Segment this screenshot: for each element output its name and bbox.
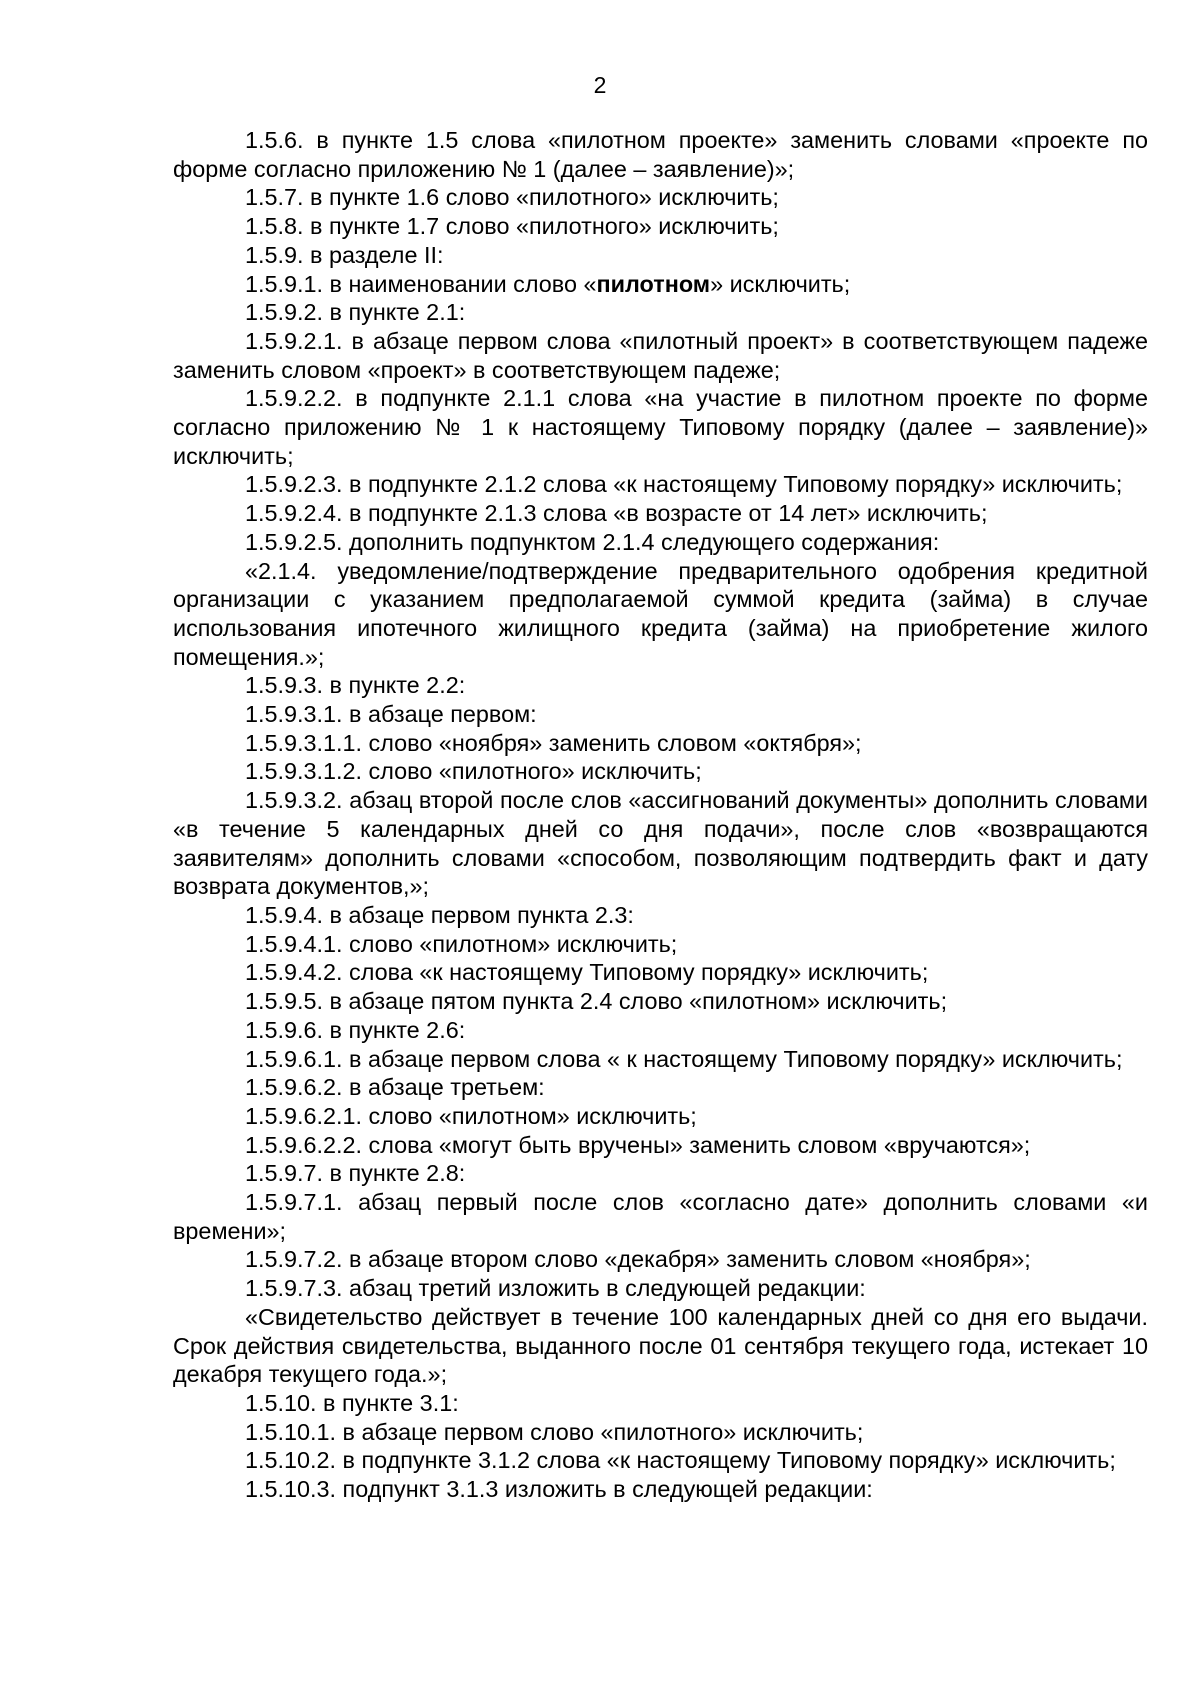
- paragraph-1-5-7: 1.5.7. в пункте 1.6 слово «пилотного» исключить;: [245, 184, 779, 211]
- paragraph-1-5-9-6-2-2: 1.5.9.6.2.2. слова «могут быть вручены» заменить словом «вручаются»;: [245, 1131, 1031, 1158]
- paragraph-1-5-9-1: [173, 270, 1148, 299]
- paragraph-1-5-9-3: 1.5.9.3. в пункте 2.2:: [245, 672, 466, 699]
- paragraph-1-5-9-2-2: 1.5.9.2.2. в подпункте 2.1.1 слова «на участие в пилотном проекте по форме согласно приложению № 1 к настоящему Типовому порядку (далее – заявление)» исключить;: [173, 385, 1148, 469]
- paragraph-1-5-9-4-2: 1.5.9.4.2. слова «к настоящему Типовому порядку» исключить;: [245, 959, 929, 986]
- paragraph-1-5-9-3-1: 1.5.9.3.1. в абзаце первом:: [245, 701, 537, 728]
- paragraph-1-5-10-1: 1.5.10.1. в абзаце первом слово «пилотного» исключить;: [245, 1418, 864, 1445]
- paragraph-1-5-8: 1.5.8. в пункте 1.7 слово «пилотного» исключить;: [245, 213, 779, 240]
- paragraph-1-5-9-6-1: 1.5.9.6.1. в абзаце первом слова « к настоящему Типовому порядку» исключить;: [245, 1045, 1123, 1072]
- paragraph-1-5-9-3-2: 1.5.9.3.2. абзац второй после слов «ассигнований документы» дополнить словами «в течение 5 календарных дней со дня подачи», после слов «возвращаются заявителям» дополнить словами «способом, позволяющим подтвердить факт и дату возврата документов,»;: [173, 787, 1148, 900]
- paragraph-1-5-9-7-1: 1.5.9.7.1. абзац первый после слов «согласно дате» дополнить словами «и времени»;: [173, 1189, 1148, 1244]
- paragraph-quote-certificate: «Свидетельство действует в течение 100 календарных дней со дня его выдачи. Срок действия свидетельства, выданного после 01 сентября текущего года, истекает 10 декабря текущего года.»;: [173, 1303, 1148, 1388]
- paragraph-1-5-9-7-3: 1.5.9.7.3. абзац третий изложить в следующей редакции:: [245, 1275, 866, 1302]
- paragraph-1-5-9-7-2: 1.5.9.7.2. в абзаце втором слово «декабря» заменить словом «ноября»;: [245, 1246, 1031, 1273]
- paragraph-1-5-9-7: 1.5.9.7. в пункте 2.8:: [245, 1160, 466, 1187]
- paragraph-1-5-9-1-before: 1.5.9.1. в наименовании слово «: [245, 270, 597, 297]
- paragraph-1-5-9-6-2: 1.5.9.6.2. в абзаце третьем:: [245, 1074, 545, 1101]
- paragraph-1-5-9-5: 1.5.9.5. в абзаце пятом пункта 2.4 слово «пилотном» исключить;: [245, 988, 948, 1015]
- document-body: [173, 126, 1148, 1504]
- paragraph-quote-2-1-4: «2.1.4. уведомление/подтверждение предварительного одобрения кредитной организации с указанием предполагаемой суммой кредита (займа) в случае использования ипотечного жилищного кредита (займа) на приобретение жилого помещения.»;: [173, 557, 1148, 670]
- paragraph-1-5-9: 1.5.9. в разделе II:: [245, 241, 444, 268]
- paragraph-1-5-9-6-2-1: 1.5.9.6.2.1. слово «пилотном» исключить;: [245, 1102, 697, 1129]
- paragraph-1-5-10-3: 1.5.10.3. подпункт 3.1.3 изложить в следующей редакции:: [245, 1476, 873, 1503]
- paragraph-1-5-9-3-1-2: 1.5.9.3.1.2. слово «пилотного» исключить;: [245, 758, 702, 785]
- paragraph-1-5-9-2-1: 1.5.9.2.1. в абзаце первом слова «пилотный проект» в соответствующем падеже заменить словом «проект» в соответствующем падеже;: [173, 327, 1148, 383]
- paragraph-1-5-9-2: 1.5.9.2. в пункте 2.1:: [245, 299, 466, 326]
- page-number: 2: [593, 72, 607, 98]
- paragraph-1-5-9-3-1-1: 1.5.9.3.1.1. слово «ноября» заменить словом «октября»;: [245, 729, 862, 756]
- paragraph-1-5-9-1-after: » исключить;: [710, 270, 851, 297]
- paragraph-1-5-9-2-5: 1.5.9.2.5. дополнить подпунктом 2.1.4 следующего содержания:: [245, 528, 940, 555]
- paragraph-1-5-9-2-4: 1.5.9.2.4. в подпункте 2.1.3 слова «в возрасте от 14 лет» исключить;: [245, 500, 988, 527]
- paragraph-1-5-10-2: 1.5.10.2. в подпункте 3.1.2 слова «к настоящему Типовому порядку» исключить;: [245, 1447, 1116, 1474]
- paragraph-1-5-9-2-3: 1.5.9.2.3. в подпункте 2.1.2 слова «к настоящему Типовому порядку» исключить;: [245, 471, 1123, 498]
- paragraph-1-5-9-4: 1.5.9.4. в абзаце первом пункта 2.3:: [245, 901, 634, 928]
- paragraph-1-5-9-1-bold: пилотном: [596, 270, 711, 297]
- paragraph-1-5-6: 1.5.6. в пункте 1.5 слова «пилотном проекте» заменить словами «проекте по форме согласно приложению № 1 (далее – заявление)»;: [173, 127, 1148, 182]
- paragraph-1-5-9-6: 1.5.9.6. в пункте 2.6:: [245, 1016, 466, 1043]
- paragraph-1-5-9-4-1: 1.5.9.4.1. слово «пилотном» исключить;: [245, 930, 678, 957]
- paragraph-1-5-10: 1.5.10. в пункте 3.1:: [245, 1389, 459, 1416]
